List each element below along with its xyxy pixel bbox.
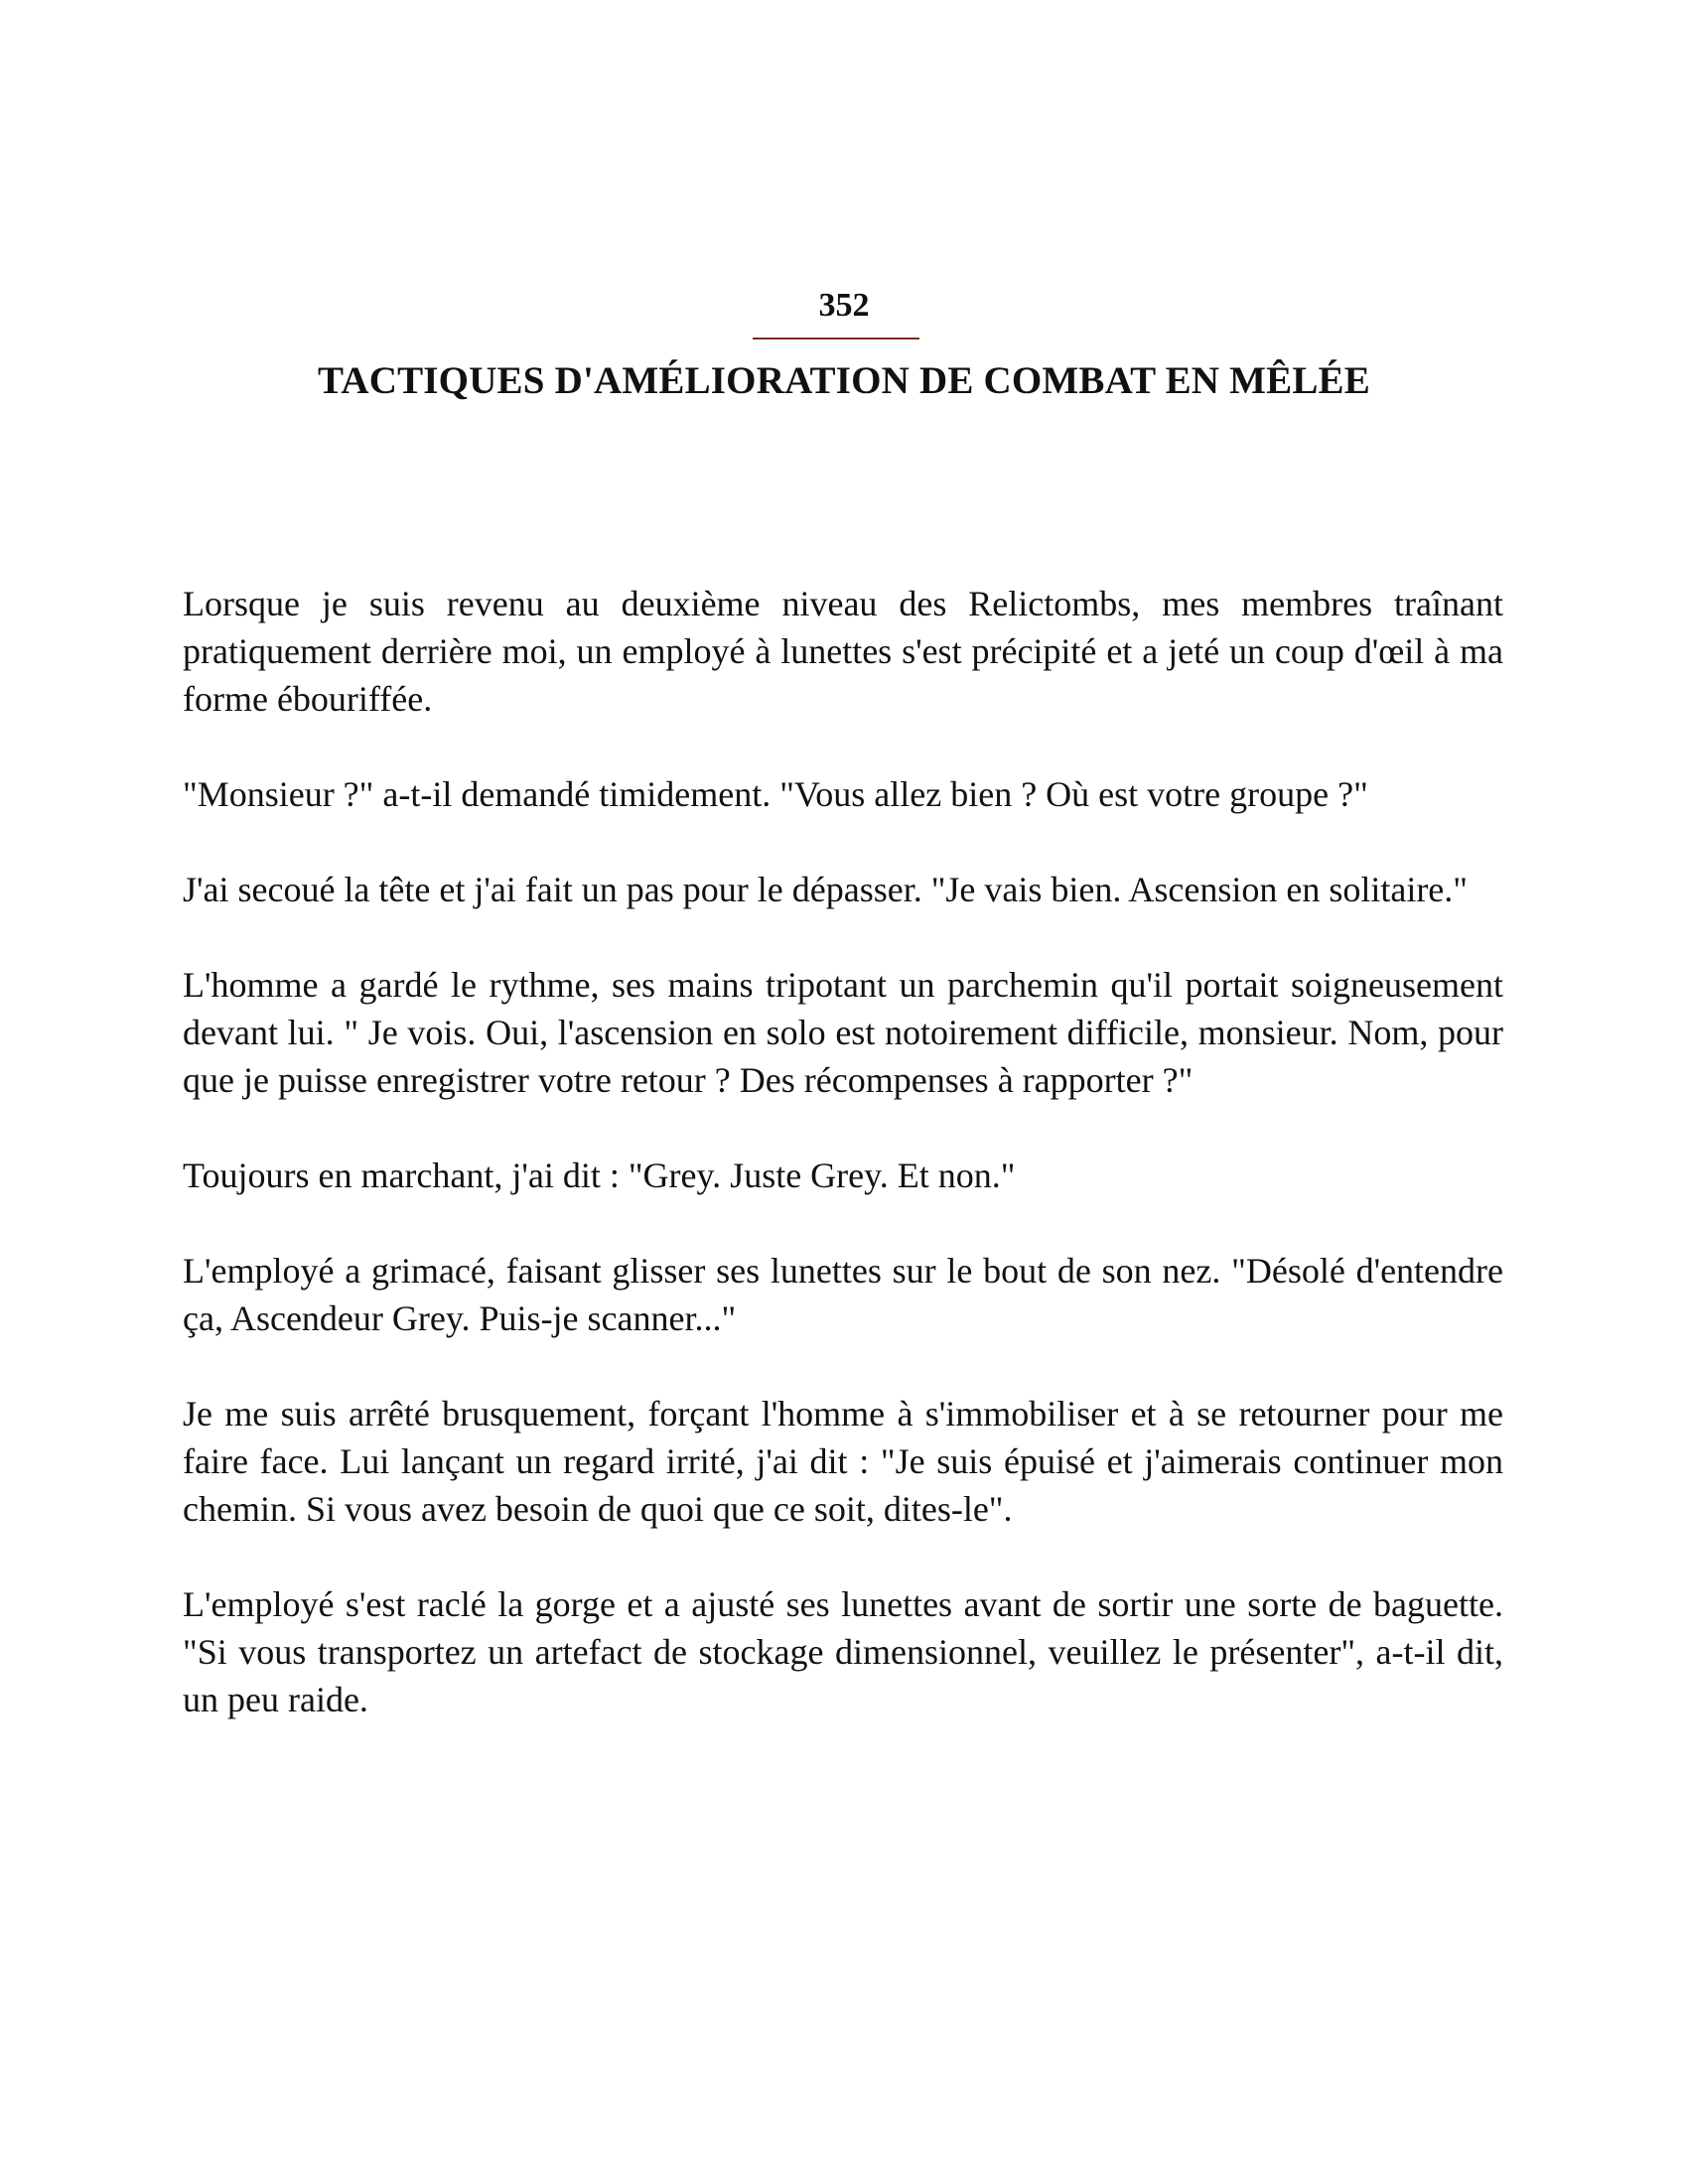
paragraph-2: "Monsieur ?" a-t-il demandé timidement. "Vous allez bien ? Où est votre groupe ?" — [183, 774, 1368, 814]
paragraph-4: L'homme a gardé le rythme, ses mains tripotant un parchemin qu'il portait soigneusement devant lui. " Je vois. Oui, l'ascension en solo est notoirement difficile, monsieur. Nom, pour que je puisse enregistrer votre retour ? Des récompenses à rapporter ?" — [183, 965, 1503, 1100]
paragraph-8: L'employé s'est raclé la gorge et a ajusté ses lunettes avant de sortir une sorte de baguette. "Si vous transportez un artefact de stockage dimensionnel, veuillez le présenter", a-t-il dit, un peu raide. — [183, 1584, 1503, 1719]
paragraph-3: J'ai secoué la tête et j'ai fait un pas pour le dépasser. "Je vais bien. Ascension en solitaire." — [183, 870, 1468, 909]
paragraph-7: Je me suis arrêté brusquement, forçant l'homme à s'immobiliser et à se retourner pour me faire face. Lui lançant un regard irrité, j'ai dit : "Je suis épuisé et j'aimerais continuer mon chemin. Si vous avez besoin de quoi que ce soit, dites-le". — [183, 1394, 1503, 1529]
paragraph-1: Lorsque je suis revenu au deuxième niveau des Relictombs, mes membres traînant pratiquement derrière moi, un employé à lunettes s'est précipité et a jeté un coup d'œil à ma forme ébouriffée. — [183, 584, 1503, 719]
paragraph-6: L'employé a grimacé, faisant glisser ses lunettes sur le bout de son nez. "Désolé d'entendre ça, Ascendeur Grey. Puis-je scanner..." — [183, 1251, 1503, 1338]
chapter-number: 352 — [818, 287, 870, 324]
chapter-title: TACTIQUES D'AMÉLIORATION DE COMBAT EN MÊLÉE — [318, 359, 1370, 402]
chapter-body — [183, 580, 1503, 1771]
chapter-divider — [753, 338, 919, 340]
paragraph-5: Toujours en marchant, j'ai dit : "Grey. Juste Grey. Et non." — [183, 1156, 1016, 1195]
